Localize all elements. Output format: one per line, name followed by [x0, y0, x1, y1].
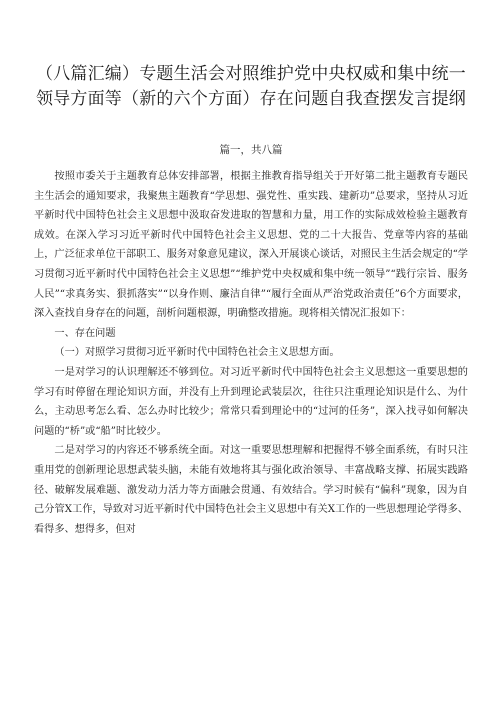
document-subtitle: 篇一，共八篇 — [219, 144, 283, 156]
subsection-heading: （一）对照学习贯彻习近平新时代中国特色社会主义思想方面。 — [54, 347, 340, 359]
body-paragraph-1: 一是对学习的认识理解还不够到位。对习近平新时代中国特色社会主义思想这一重要思想的学习有时停留在理论知识方面，并没有上升到理论武装层次，往往只注重理论知识是什么、为什么，主动思考怎么看、怎么办时比较少；常常只看到理论中的“过河的任务”，深入找寻如何解决问题的“桥”或“船”时比较少。 — [34, 366, 468, 437]
document-title: （八篇汇编）专题生活会对照维护党中央权威和集中统一领导方面等（新的六个方面）存在问题自我查摆发言提纲 — [36, 64, 466, 109]
intro-paragraph: 按照市委关于主题教育总体安排部署，根据主推教育指导组关于开好第二批主题教育专题民主生活会的通知要求，我聚焦主题教育“学思想、强党性、重实践、建新功”总要求，坚持从习近平新时代中国特色社会主义思想中汲取奋发进取的智慧和力量，用工作的实际成效检验主题教育成效。在深入学习习近平新时代中国特色社会主义思想、党的二十大报告、党章等内容的基础上，广泛征求单位干部职工、服务对象意见建议，深入开展谈心谈话，对照民主生活会规定的“学习贯彻习近平新时代中国特色社会主义思想”“维护党中央权威和集中统一领导”“践行宗旨、服务人民”“求真务实、狠抓落实”“以身作则、廉洁自律”“履行全面从严治党政治责任”6个方面要求，深入查找自身存在的问题，剖析问题根源，明确整改措施。现将相关情况汇报如下： — [34, 171, 468, 320]
body-paragraph-2: 二是对学习的内容还不够系统全面。对这一重要思想理解和把握得不够全面系统，有时只注重用党的创新理论思想武装头脑，未能有效地将其与强化政治领导、丰富战略支撑、拓展实践路径、破解发展难题、激发动力活力等方面融会贯通、有效结合。学习时候有“偏科”现象，因为自己分管X工作，导致对习近平新时代中国特色社会主义思想中有关X工作的一些思想理论学得多、看得多、想得多，但对 — [34, 445, 468, 535]
section-heading: 一、存在问题 — [54, 327, 116, 339]
